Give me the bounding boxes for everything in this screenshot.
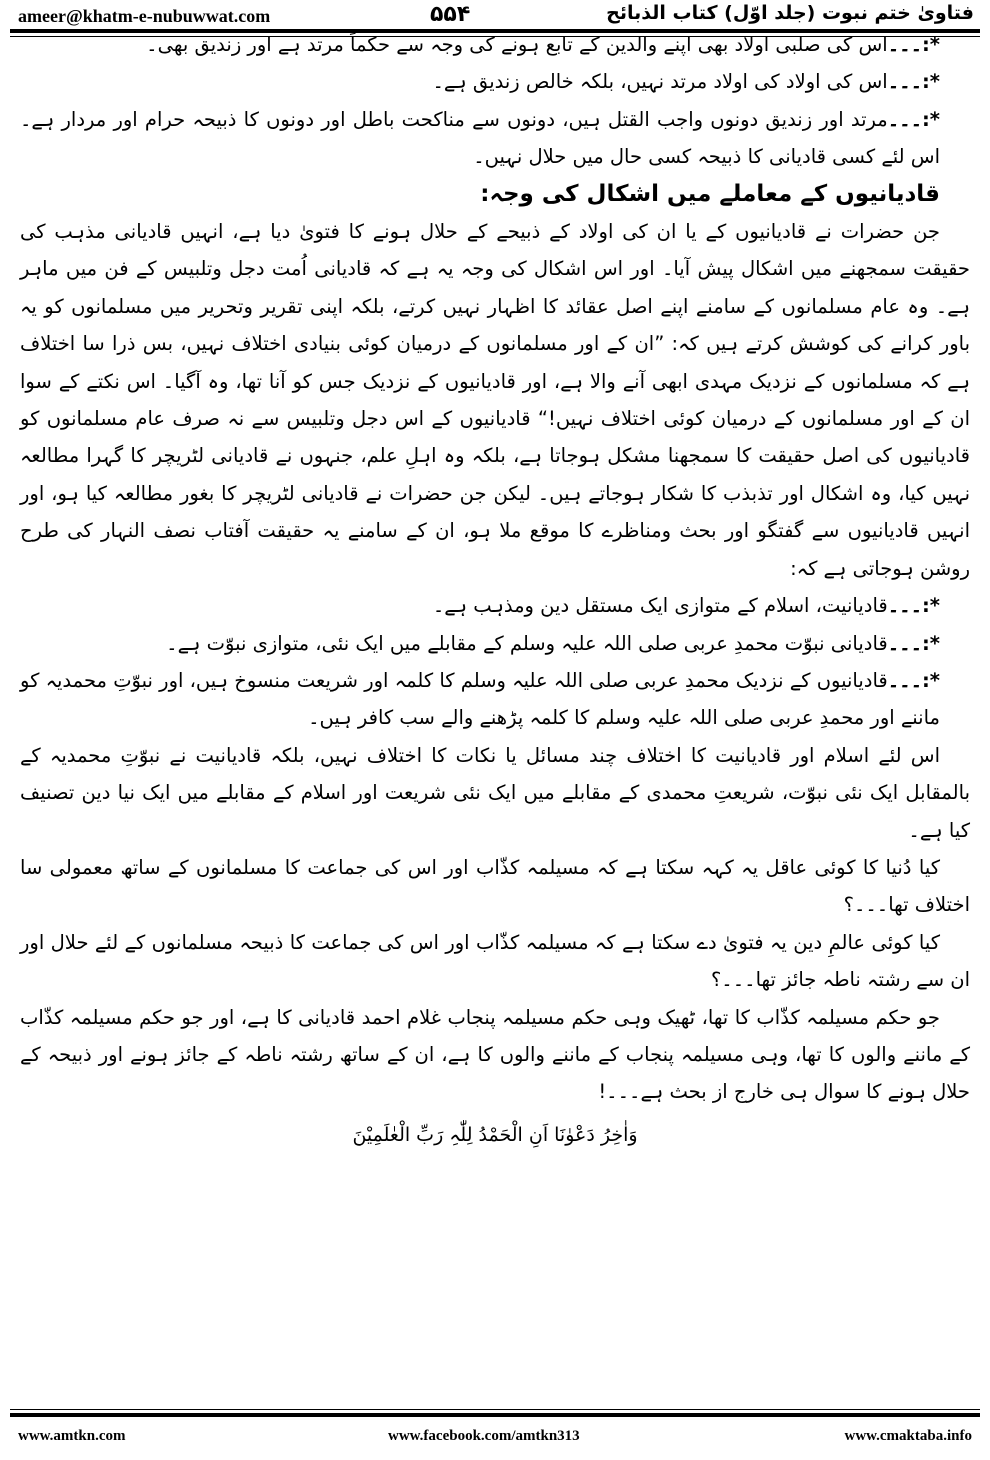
bullet-item: *:۔۔۔قادیانیوں کے نزدیک محمدِ عربی صلی اللہ علیہ وسلم کا کلمہ اور شریعت منسوخ ہیں، اور نبوّتِ محمدیہ کو ماننے اور محمدِ عربی صلی اللہ علیہ وسلم کا کلمہ پڑھنے والے سب کافر ہیں۔	[20, 668, 940, 730]
page-number: ۵۵۴	[430, 2, 471, 27]
paragraph: کیا دُنیا کا کوئی عاقل یہ کہہ سکتا ہے کہ مسیلمہ کذّاب اور اس کی جماعت کا مسلمانوں کے ساتھ معمولی سا اختلاف تھا۔۔۔؟	[20, 855, 970, 917]
paragraph: اس لئے اسلام اور قادیانیت کا اختلاف چند مسائل یا نکات کا اختلاف نہیں، بلکہ قادیانیت نے نبوّتِ محمدیہ کے بالمقابل ایک نئی نبوّت، شریعتِ محمدی کے مقابلے میں ایک نئی شریعت اور اسلام کے مقابلے میں ایک نیا دین تصنیف کیا ہے۔	[20, 743, 970, 842]
section-heading: قادیانیوں کے معاملے میں اشکال کی وجہ:	[480, 180, 940, 207]
footer-rule-thin	[10, 1409, 980, 1410]
footer-link-center[interactable]: www.facebook.com/amtkn313	[388, 1428, 580, 1444]
book-title: فتاویٰ ختم نبوت (جلد اوّل) کتاب الذبائح	[606, 2, 974, 24]
bullet-item: *:۔۔۔قادیانیت، اسلام کے متوازی ایک مستقل دین ومذہب ہے۔	[432, 594, 940, 618]
paragraph: جو حکم مسیلمہ کذّاب کا تھا، ٹھیک وہی حکم مسیلمہ پنجاب غلام احمد قادیانی کا ہے، اور جو حکم مسیلمہ کذّاب کے ماننے والوں کا تھا، وہی مسیلمہ پنجاب کے ماننے والوں کا ہے، ان کے ساتھ رشتہ ناطہ کے جائز ہونے اور ذبیحہ کے حلال ہونے کا سوال ہی خارج از بحث ہے۔۔۔!	[20, 1005, 970, 1104]
header-email: ameer@khatm-e-nubuwwat.com	[18, 6, 271, 26]
bullet-item: *:۔۔۔اس کی صلبی اولاد بھی اپنے والدین کے تابع ہونے کی وجہ سے حکماً مرتد ہے اور زندیق بھی۔	[146, 33, 940, 56]
closing-prayer: وَاٰخِرُ دَعْوٰنَا اَنِ الْحَمْدُ لِلّٰہِ رَبِّ الْعٰلَمِیْنَ	[352, 1123, 638, 1146]
bullet-item: *:۔۔۔مرتد اور زندیق دونوں واجب القتل ہیں، دونوں سے مناکحت باطل اور دونوں کا ذبیحہ حرام اور مردار ہے۔ اس لئے کسی قادیانی کا ذبیحہ کسی حال میں حلال نہیں۔	[20, 107, 940, 169]
footer-link-left[interactable]: www.amtkn.com	[18, 1428, 126, 1444]
paragraph: کیا کوئی عالمِ دین یہ فتویٰ دے سکتا ہے کہ مسیلمہ کذّاب اور اس کی جماعت کا ذبیحہ مسلمانوں کے لئے حلال اور ان سے رشتہ ناطہ جائز تھا۔۔۔؟	[20, 930, 970, 992]
footer-link-right[interactable]: www.cmaktaba.info	[844, 1428, 972, 1444]
paragraph: جن حضرات نے قادیانیوں کے یا ان کی اولاد کے ذبیحے کے حلال ہونے کا فتویٰ دیا ہے، انہیں قادیانی مذہب کی حقیقت سمجھنے میں اشکال پیش آیا۔ اور اس اشکال کی وجہ یہ ہے کہ قادیانی اُمت دجل وتلبیس کے فن میں ماہر ہے۔ وہ عام مسلمانوں کے سامنے اپنے اصل عقائد کا اظہار نہیں کرتے، بلکہ اپنی تقریر وتحریر میں مسلمانوں کو یہ باور کرانے کی کوشش کرتے ہیں کہ: ”ان کے اور مسلمانوں کے درمیان کوئی بنیادی اختلاف نہیں، بس ذرا سا اختلاف ہے کہ مسلمانوں کے نزدیک مہدی ابھی آنے والا ہے، اور قادیانیوں کے نزدیک جس کو آنا تھا، وہ آگیا۔ اس نکتے کے سوا ان کے اور مسلمانوں کے درمیان کوئی اختلاف نہیں!“ قادیانیوں کے اس دجل وتلبیس سے نہ صرف عام مسلمانوں کو قادیانیوں کی اصل حقیقت کا سمجھنا مشکل ہوجاتا ہے، بلکہ وہ اہلِ علم، جنہوں نے قادیانی لٹریچر کا گہرا مطالعہ نہیں کیا، وہ اشکال اور تذبذب کا شکار ہوجاتے ہیں۔ لیکن جن حضرات نے قادیانی لٹریچر کا بغور مطالعہ کیا ہو، اور انہیں قادیانیوں سے گفتگو اور بحث ومناظرے کا موقع ملا ہو، ان کے سامنے یہ حقیقت آفتاب نصف النہار کی طرح روشن ہوجاتی ہے کہ:	[20, 220, 970, 580]
page-body	[20, 26, 970, 1154]
bullet-item: *:۔۔۔اس کی اولاد کی اولاد مرتد نہیں، بلکہ خالص زندیق ہے۔	[432, 70, 940, 94]
bullet-item: *:۔۔۔قادیانی نبوّت محمدِ عربی صلی اللہ علیہ وسلم کے مقابلے میں ایک نئی، متوازی نبوّت ہے۔	[166, 631, 940, 655]
footer-rule-thick	[10, 1413, 980, 1417]
